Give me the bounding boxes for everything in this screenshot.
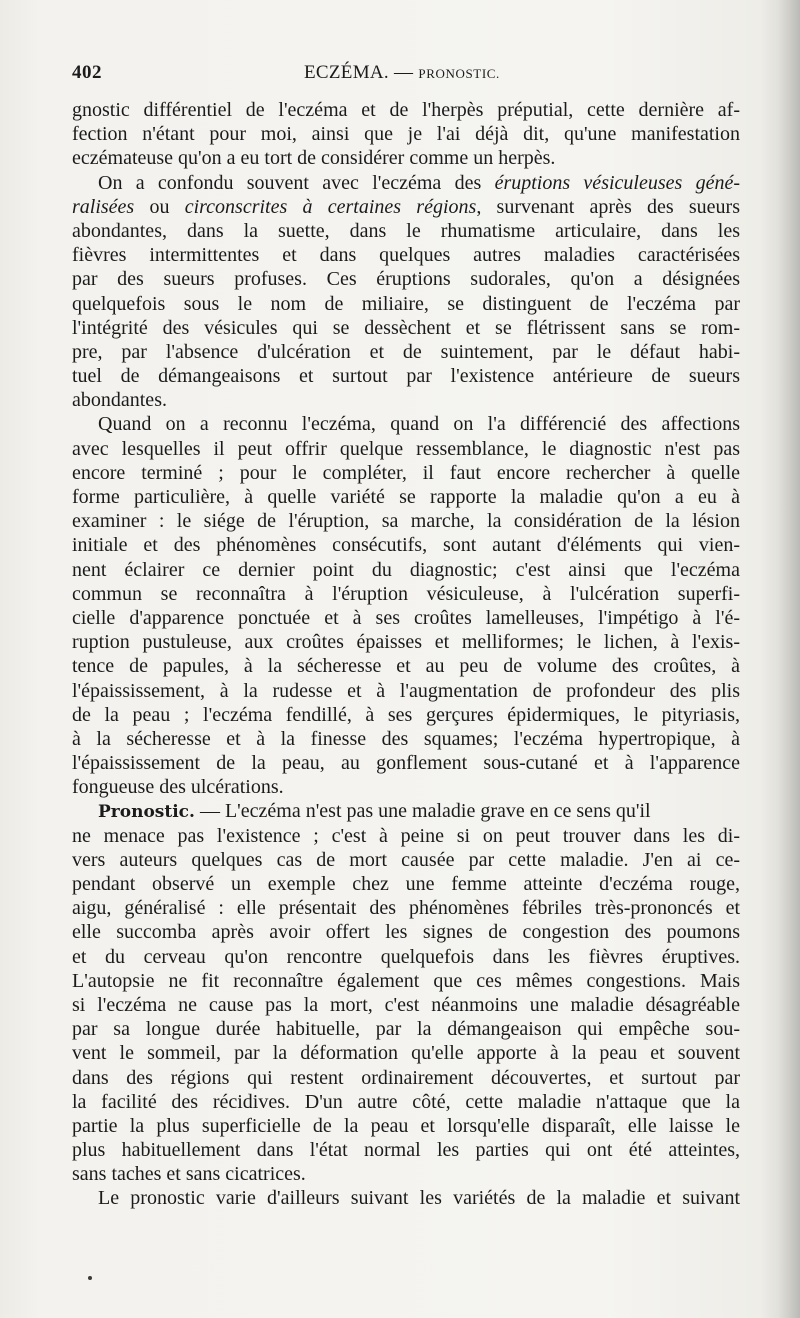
text-line: et du cerveau qu'on rencontre quelquefois dans les fièvres éruptives. [72,945,740,968]
text-line: la facilité des récidives. D'un autre côté, cette maladie n'attaque que la [72,1090,740,1113]
text-line: par des sueurs profuses. Ces éruptions sudorales, qu'on a désignées [72,268,740,291]
italic-term: éruptions vésiculeuses géné- [494,171,740,194]
text-line: fongueuse des ulcérations. [72,776,284,799]
running-title [304,62,500,84]
section-subtitle: PRONOSTIC. [418,66,500,81]
text-line: l'épaississement, à la rudesse et à l'augmentation de profondeur des plis [72,679,740,702]
pronostic-heading: Pronostic. [98,802,195,823]
text-line: tuel de démangeaisons et surtout par l'existence antérieure de sueurs [72,365,740,388]
text-line: L'autopsie ne fit reconnaître également que ces mêmes congestions. Mais [72,969,740,992]
text-line: eczémateuse qu'on a eu tort de considérer comme un herpès. [72,147,556,170]
text-line: nent éclairer ce dernier point du diagnostic; c'est ainsi que l'eczéma [72,558,740,581]
text-line: aigu, généralisé : elle présentait des phénomènes fébriles très-prononcés et [72,897,740,920]
text-line: cielle d'apparence ponctuée et à ses croûtes lamelleuses, l'impétigo à l'é- [72,606,740,629]
text-run: ou [134,195,185,218]
text-line: elle succomba après avoir offert les signes de congestion des poumons [72,921,740,944]
italic-term: circonscrites à certaines régions [184,195,477,218]
text-line: partie la plus superficielle de la peau et lorsqu'elle disparaît, elle laisse le [72,1114,740,1137]
text-line: dans des régions qui restent ordinairement découvertes, et surtout par [72,1066,740,1089]
text-run: L'eczéma n'est pas une maladie grave en ce sens qu'il [219,800,651,823]
running-header [72,62,740,86]
title-separator: — [394,62,414,83]
text-line: Le pronostic varie d'ailleurs suivant les variétés de la maladie et suivant [98,1187,740,1210]
text-line [72,799,740,823]
text-line: pre, par l'absence d'ulcération et de suintement, par le défaut habi- [72,340,740,363]
chapter-title: ECZÉMA. [304,62,389,83]
text-line: si l'eczéma ne cause pas la mort, c'est néanmoins une maladie désagréable [72,993,740,1016]
text-line: gnostic différentiel de l'eczéma et de l'herpès préputial, cette dernière af- [72,99,740,121]
ink-speck [88,1276,92,1280]
text-run: , survenant après des sueurs [476,195,740,218]
text-line: quelquefois sous le nom de miliaire, se distinguent de l'eczéma par [72,292,740,315]
text-line: l'intégrité des vésicules qui se dessèchent et se flétrissent sans se rom- [72,316,740,339]
text-run: On a confondu souvent avec l'eczéma des [98,171,495,194]
text-line: initiale et des phénomènes consécutifs, sont autant d'éléments qui vien- [72,534,740,557]
page-edge-shadow [778,0,800,1318]
text-line: ne menace pas l'existence ; c'est à peine si on peut trouver dans les di- [72,824,740,847]
text-line [72,171,740,195]
italic-term: ralisées [72,195,135,218]
text-line: vers auteurs quelques cas de mort causée par cette maladie. J'en ai ce- [72,848,740,871]
text-line: abondantes, dans la suette, dans le rhumatisme articulaire, dans les [72,219,740,242]
text-line: forme particulière, à quelle variété se rapporte la maladie qu'on a eu à [72,486,740,508]
text-line: abondantes. [72,389,167,412]
text-line: avec lesquelles il peut offrir quelque ressemblance, le diagnostic n'est pas [72,437,740,460]
text-line [72,195,740,219]
page-number: 402 [72,62,102,83]
text-line: encore terminé ; pour le compléter, il faut encore rechercher à quelle [72,461,740,484]
text-line: vent le sommeil, par la déformation qu'elle apporte à la peau et souvent [72,1042,740,1065]
text-line: tence de papules, à la sécheresse et au peu de volume des croûtes, à [72,655,740,678]
text-line: à la sécheresse et à la finesse des squames; l'eczéma hypertropique, à [72,727,740,750]
text-line: pendant observé un exemple chez une femme atteinte d'eczéma rouge, [72,873,740,895]
text-line: commun se reconnaîtra à l'éruption vésiculeuse, à l'ulcération superfi- [72,582,740,605]
text-line: ruption pustuleuse, aux croûtes épaisses et melliformes; le lichen, à l'exis- [72,631,740,654]
text-line: par sa longue durée habituelle, par la démangeaison qui empêche sou- [72,1018,740,1041]
text-line: de la peau ; l'eczéma fendillé, à ses gerçures épidermiques, le pityriasis, [72,703,740,726]
page-body [72,98,740,1211]
text-line: Quand on a reconnu l'eczéma, quand on l'a différencié des affections [98,413,740,436]
text-line: l'épaississement de la peau, au gonflement sous-cutané et à l'apparence [72,752,740,775]
text-line: sans taches et sans cicatrices. [72,1163,306,1186]
text-line: examiner : le siége de l'éruption, sa marche, la considération de la lésion [72,510,740,533]
text-line: plus habituellement dans l'état normal les parties qui ont été atteintes, [72,1139,740,1162]
heading-dash: — [194,800,220,823]
text-line: fièvres intermittentes et dans quelques autres maladies caractérisées [72,244,740,267]
text-line: fection n'étant pour moi, ainsi que je l'ai déjà dit, qu'une manifestation [72,123,740,146]
